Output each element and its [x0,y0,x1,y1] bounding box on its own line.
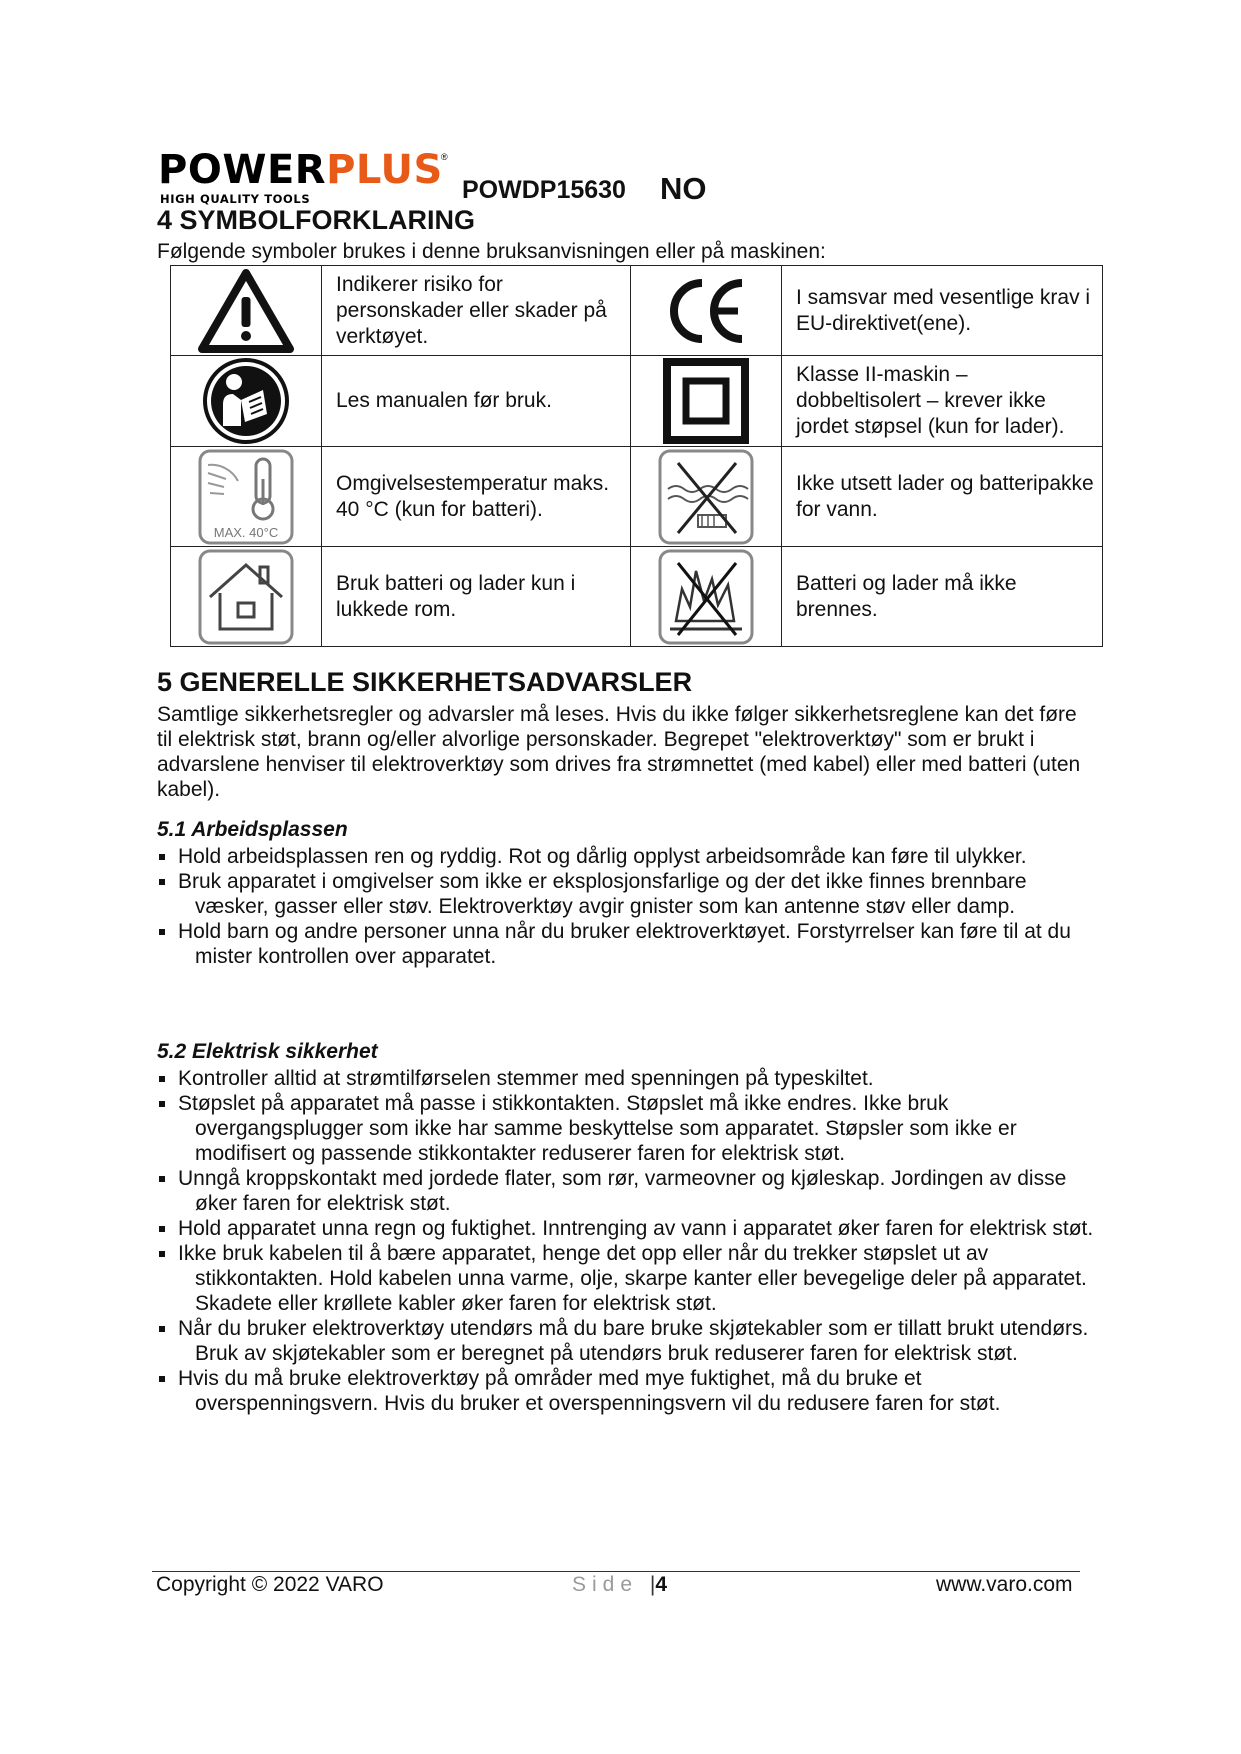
class-ii-double-insulation-icon [663,358,749,444]
language-code: NO [660,171,707,206]
logo-primary: POWER [158,147,327,193]
footer-page-word: Side [572,1573,639,1596]
section-4-intro: Følgende symboler brukes i denne bruksanvisningen eller på maskinen: [157,240,826,263]
read-manual-icon [201,356,291,446]
indoor-use-icon [198,549,294,645]
section-4-title: 4 SYMBOLFORKLARING [157,205,476,235]
symbol-cell [171,356,322,447]
footer-website[interactable]: www.varo.com [936,1573,1073,1596]
powerplus-logo [158,147,448,206]
model-number: POWDP15630 [462,176,626,204]
symbol-cell [631,356,782,447]
symbol-cell [631,447,782,547]
logo-accent: PLUS [326,147,443,193]
section-5-intro: Samtlige sikkerhetsregler og advarsler må leses. Hvis du ikke følger sikkerhetsreglene kan det føre til elektrisk støt, brann og/eller alvorlige personskader. Begrepet "elektroverktøy" som er brukt i advarslene henviser til elektroverktøy som drives fra strømnettet (med kabel) eller med batteri (uten kabel). [157,703,1081,801]
no-fire-icon [658,549,754,645]
section-5-title: 5 GENERELLE SIKKERHETSADVARSLER [157,667,693,697]
no-water-icon [658,449,754,545]
list-item: Unngå kroppskontakt med jordede flater, som rør, varmeovner og kjøleskap. Jordingen av disse øker faren for elektrisk støt. [157,1166,1097,1216]
subsection-5-2-list [157,1066,1097,1416]
logo-registered: ® [441,152,448,162]
symbol-row [171,547,1103,647]
list-item: Støpslet på apparatet må passe i stikkontakten. Støpslet må ikke endres. Ikke bruk overgangsplugger som ikke har samme beskyttelse som apparatet. Støpsler som ikke er modifisert og passende stikkontakter reduserer faren for elektrisk støt. [157,1091,1097,1166]
symbol-description: Indikerer risiko for personskader eller skader på verktøyet. [322,266,631,356]
symbol-description: Ikke utsett lader og batteripakke for vann. [782,447,1103,547]
subsection-5-1-title: 5.1 Arbeidsplassen [157,818,348,841]
subsection-5-2-title: 5.2 Elektrisk sikkerhet [157,1040,378,1063]
warning-triangle-icon [198,269,294,353]
symbol-description: Bruk batteri og lader kun i lukkede rom. [322,547,631,647]
symbol-table [170,265,1103,647]
symbol-description: Klasse II-maskin – dobbeltisolert – krever ikke jordet støpsel (kun for lader). [782,356,1103,447]
symbol-row [171,447,1103,547]
list-item: Kontroller alltid at strømtilførselen stemmer med spenningen på typeskiltet. [157,1066,1097,1091]
list-item: Hold barn og andre personer unna når du bruker elektroverktøyet. Forstyrrelser kan føre til at du mister kontrollen over apparatet. [157,919,1097,969]
ce-mark-icon [664,275,748,347]
max-temperature-icon [198,449,294,545]
symbol-description: Batteri og lader må ikke brennes. [782,547,1103,647]
list-item: Bruk apparatet i omgivelser som ikke er eksplosjonsfarlige og der det ikke finnes brennbare væsker, gasser eller støv. Elektroverktøy avgir gnister som kan antenne støv eller damp. [157,869,1097,919]
symbol-cell [631,547,782,647]
symbol-cell [631,266,782,356]
symbol-description: Les manualen før bruk. [322,356,631,447]
list-item: Hold arbeidsplassen ren og ryddig. Rot og dårlig opplyst arbeidsområde kan føre til ulykker. [157,844,1097,869]
footer-page-number: 4 [655,1573,668,1596]
list-item: Hold apparatet unna regn og fuktighet. Inntrenging av vann i apparatet øker faren for elektrisk støt. [157,1216,1097,1241]
footer-page-indicator [572,1573,667,1597]
symbol-cell [171,447,322,547]
symbol-row [171,356,1103,447]
logo-tagline: HIGH QUALITY TOOLS [160,192,311,206]
list-item: Når du bruker elektroverktøy utendørs må du bare bruke skjøtekabler som er tillatt brukt utendørs. Bruk av skjøtekabler som er beregnet på utendørs bruk reduserer faren for elektrisk støt. [157,1316,1097,1366]
symbol-description: I samsvar med vesentlige krav i EU-direktivet(ene). [782,266,1103,356]
symbol-row [171,266,1103,356]
symbol-description: Omgivelsestemperatur maks. 40 °C (kun for batteri). [322,447,631,547]
list-item: Hvis du må bruke elektroverktøy på områder med mye fuktighet, må du bruke et overspenningsvern. Hvis du bruker et overspenningsvern vil du redusere faren for støt. [157,1366,1097,1416]
max-temperature-label: MAX. 40°C [213,524,279,540]
footer-copyright: Copyright © 2022 VARO [156,1573,384,1596]
footer-divider [152,1571,1080,1572]
symbol-cell [171,547,322,647]
subsection-5-1-list [157,844,1097,969]
list-item: Ikke bruk kabelen til å bære apparatet, henge det opp eller når du trekker støpslet ut av stikkontakten. Hold kabelen unna varme, olje, skarpe kanter eller bevegelige deler på apparatet. Skadete eller krøllete kabler øker faren for elektrisk støt. [157,1241,1097,1316]
footer-page-separator: | [649,1573,656,1596]
symbol-cell [171,266,322,356]
